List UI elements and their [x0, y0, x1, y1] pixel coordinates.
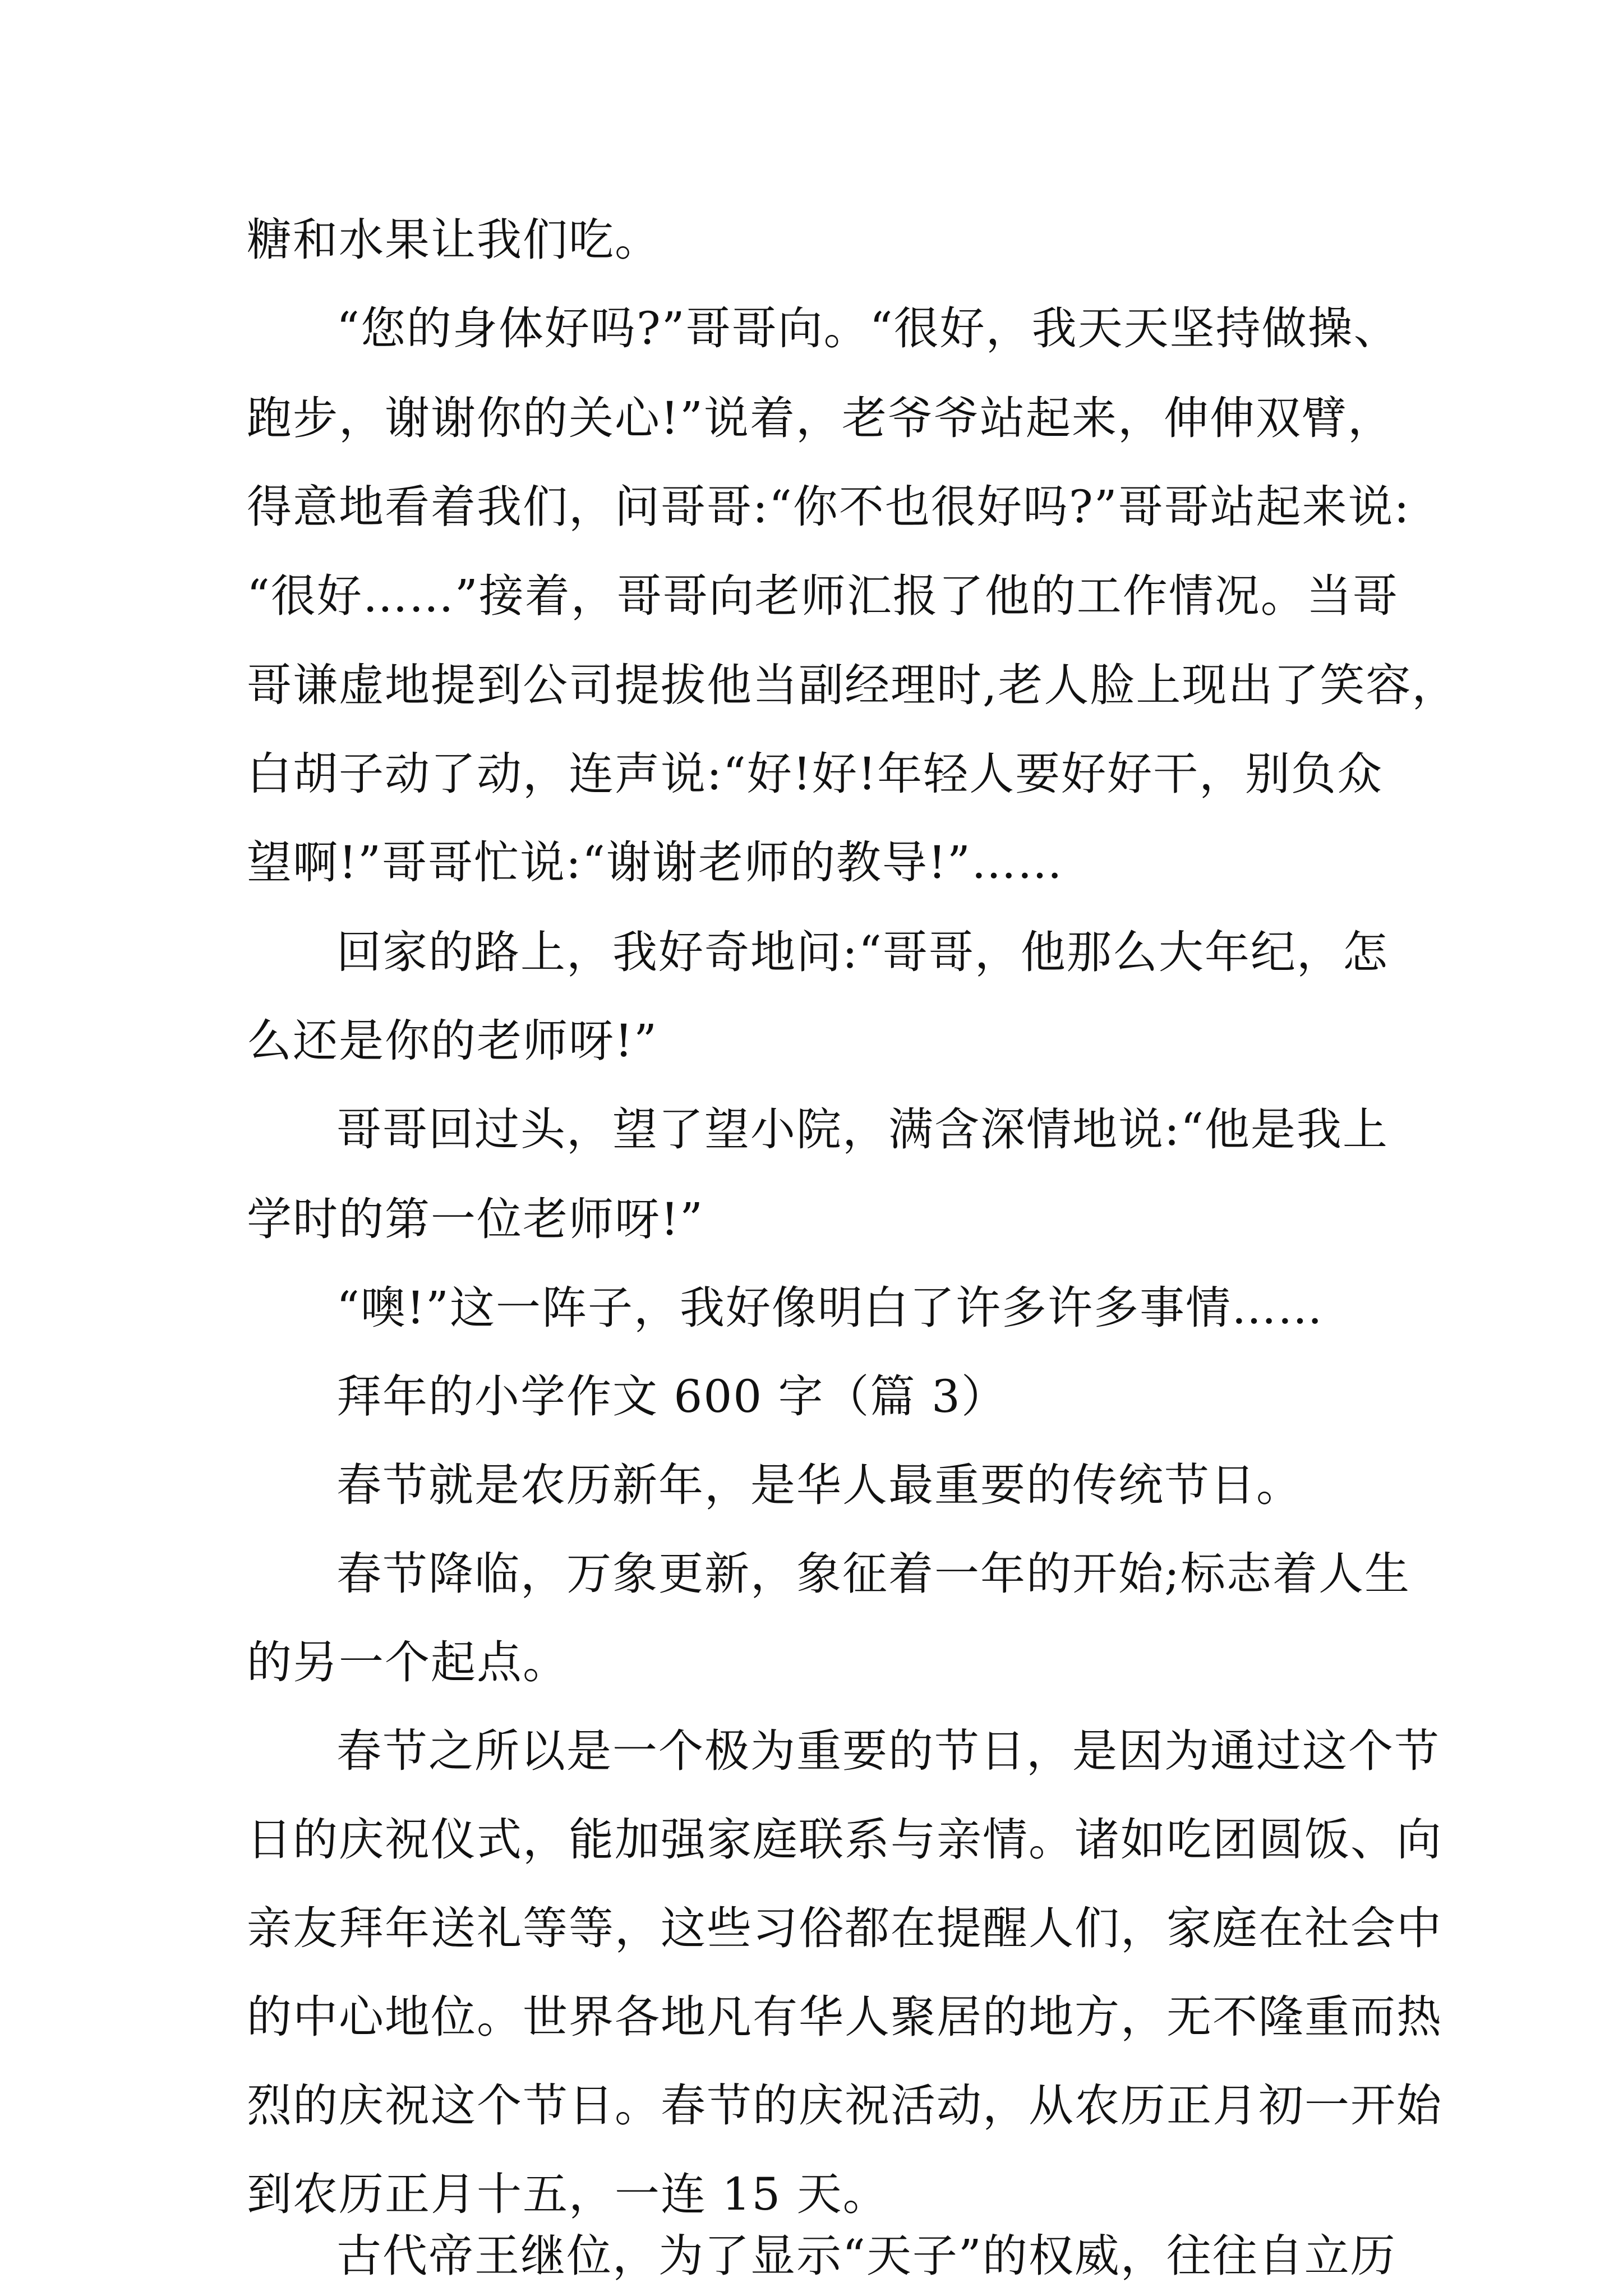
- text-line: 春节降临，万象更新，象征着一年的开始;标志着人生: [336, 1548, 1410, 1600]
- text-line: “噢!”这一阵子，我好像明白了许多许多事情……: [336, 1282, 1324, 1334]
- text-line: 到农历正月十五，一连 15 天。: [247, 2168, 889, 2220]
- text-line: 日的庆祝仪式，能加强家庭联系与亲情。诸如吃团圆饭、向: [247, 1814, 1442, 1866]
- text-line: 的中心地位。世界各地凡有华人聚居的地方，无不隆重而热: [247, 1991, 1442, 2043]
- text-line: 古代帝王继位，为了显示“天子”的权威，往往自立历: [336, 2230, 1396, 2282]
- section-heading: 拜年的小学作文 600 字（篇 3）: [336, 1370, 1007, 1423]
- text-line: 么还是你的老师呀!”: [247, 1015, 658, 1067]
- text-line: 春节之所以是一个极为重要的节日，是因为通过这个节: [336, 1725, 1440, 1777]
- text-line: 回家的路上，我好奇地问:“哥哥，他那么大年纪，怎: [336, 926, 1389, 978]
- text-line: 亲友拜年送礼等等，这些习俗都在提醒人们，家庭在社会中: [247, 1902, 1442, 1954]
- text-line: 糖和水果让我们吃。: [247, 214, 661, 266]
- text-line: 学时的第一位老师呀!”: [247, 1193, 704, 1245]
- text-line: 白胡子动了动，连声说:“好!好!年轻人要好好干，别负众: [247, 748, 1384, 800]
- text-line: 春节就是农历新年，是华人最重要的传统节日。: [336, 1459, 1302, 1511]
- text-line: 烈的庆祝这个节日。春节的庆祝活动，从农历正月初一开始: [247, 2079, 1442, 2132]
- text-line: 的另一个起点。: [247, 1636, 569, 1688]
- text-line: 哥谦虚地提到公司提拔他当副经理时,老人脸上现出了笑容，: [247, 659, 1458, 711]
- text-line: 得意地看着我们，问哥哥:“你不也很好吗?”哥哥站起来说:: [247, 481, 1410, 533]
- text-line: 哥哥回过头，望了望小院，满含深情地说:“他是我上: [336, 1103, 1389, 1156]
- text-line: “很好……”接着，哥哥向老师汇报了他的工作情况。当哥: [247, 570, 1399, 622]
- text-line: 望啊!”哥哥忙说:“谢谢老师的教导!”……: [247, 836, 1063, 889]
- text-line: 跑步，谢谢你的关心!”说着，老爷爷站起来，伸伸双臂，: [247, 392, 1394, 444]
- text-line: “您的身体好吗?”哥哥向。“很好，我天天坚持做操、: [336, 302, 1400, 355]
